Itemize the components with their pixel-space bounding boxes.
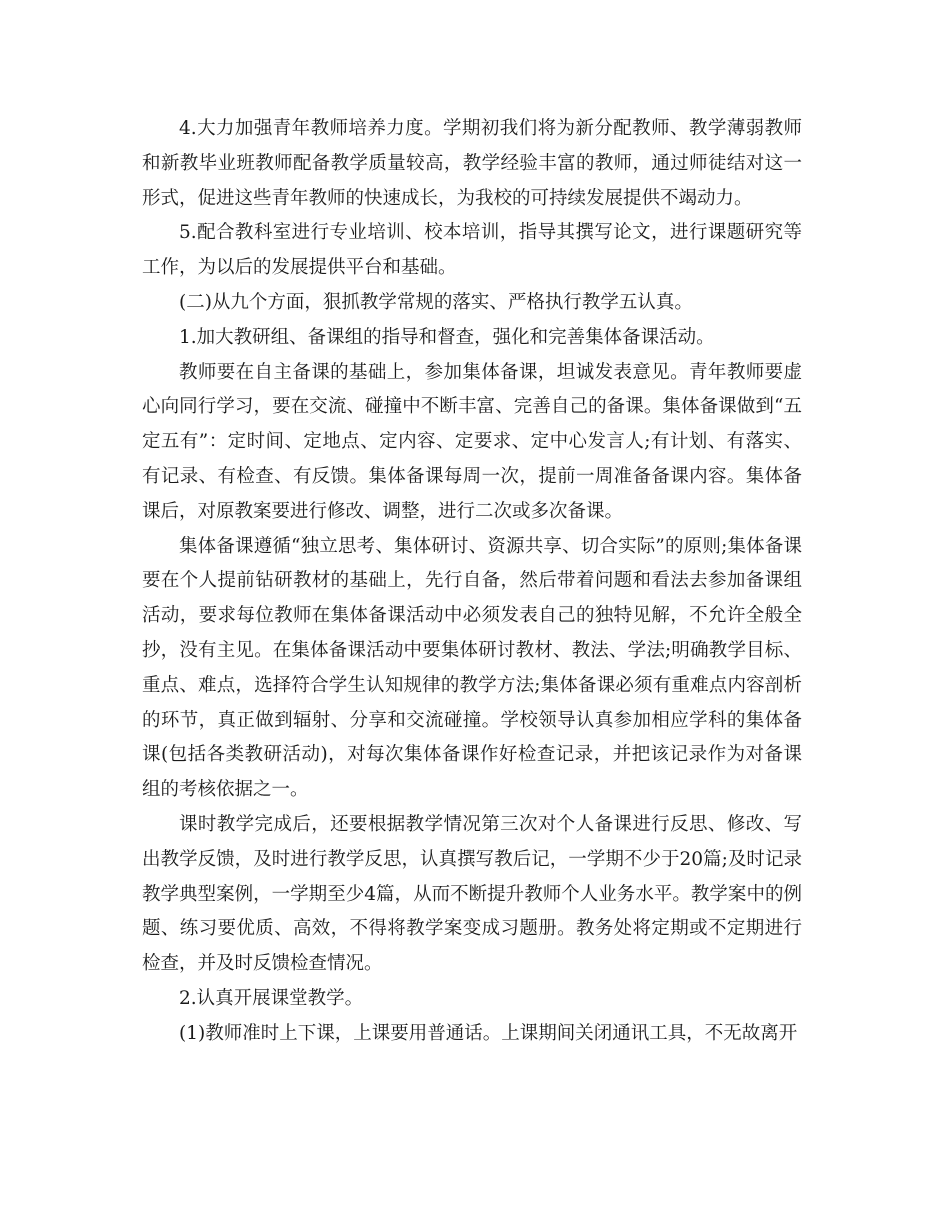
item-heading-collective-lesson-prep: 1.加大教研组、备课组的指导和督查，强化和完善集体备课活动。 <box>179 326 715 348</box>
paragraph-young-teacher-training: 4.大力加强青年教师培养力度。学期初我们将为新分配教师、教学薄弱教师和新教毕业班教师配备教学质量较高，教学经验丰富的教师，通过师徒结对这一形式，促进这些青年教师的快速成长，为我校的可持续发展提供不竭动力。 <box>142 118 802 209</box>
paragraph-collective-prep-requirements: 教师要在自主备课的基础上，参加集体备课，坦诚发表意见。青年教师要虚心向同行学习，要在交流、碰撞中不断丰富、完善自己的备课。集体备课做到“五定五有”：定时间、定地点、定内容、定要求、定中心发言人;有计划、有落实、有记录、有检查、有反馈。集体备课每周一次，提前一周准备备课内容。集体备课后，对原教案要进行修改、调整，进行二次或多次备课。 <box>142 361 802 522</box>
item-heading-classroom-teaching: 2.认真开展课堂教学。 <box>179 987 364 1009</box>
section-heading-nine-aspects: (二)从九个方面，狠抓教学常规的落实、严格执行教学五认真。 <box>179 291 693 313</box>
paragraph-post-lesson-reflection: 课时教学完成后，还要根据教学情况第三次对个人备课进行反思、修改、写出教学反馈，及时进行教学反思，认真撰写教后记，一学期不少于20篇;及时记录教学典型案例，一学期至少4篇，从而不断提升教师个人业务水平。教学案中的例题、练习要优质、高效，不得将教学案变成习题册。教务处将定期或不定期进行检查，并及时反馈检查情况。 <box>142 813 802 975</box>
paragraph-collective-prep-principles: 集体备课遵循“独立思考、集体研讨、资源共享、切合实际”的原则;集体备课要在个人提前钻研教材的基础上，先行自备，然后带着问题和看法去参加备课组活动，要求每位教师在集体备课活动中必须发表自己的独特见解，不允许全般全抄，没有主见。在集体备课活动中要集体研讨教材、教法、学法;明确教学目标、重点、难点，选择符合学生认知规律的教学方法;集体备课必须有重难点内容剖析的环节，真正做到辐射、分享和交流碰撞。学校领导认真参加相应学科的集体备课(包括各类教研活动)，对每次集体备课作好检查记录，并把该记录作为对备课组的考核依据之一。 <box>142 535 802 801</box>
paragraph-professional-training: 5.配合教科室进行专业培训、校本培训，指导其撰写论文，进行课题研究等工作，为以后的发展提供平台和基础。 <box>142 222 802 279</box>
paragraph-punctuality-rules: (1)教师准时上下课，上课要用普通话。上课期间关闭通讯工具，不无故离开 <box>179 1022 798 1044</box>
document-body <box>142 112 802 1052</box>
